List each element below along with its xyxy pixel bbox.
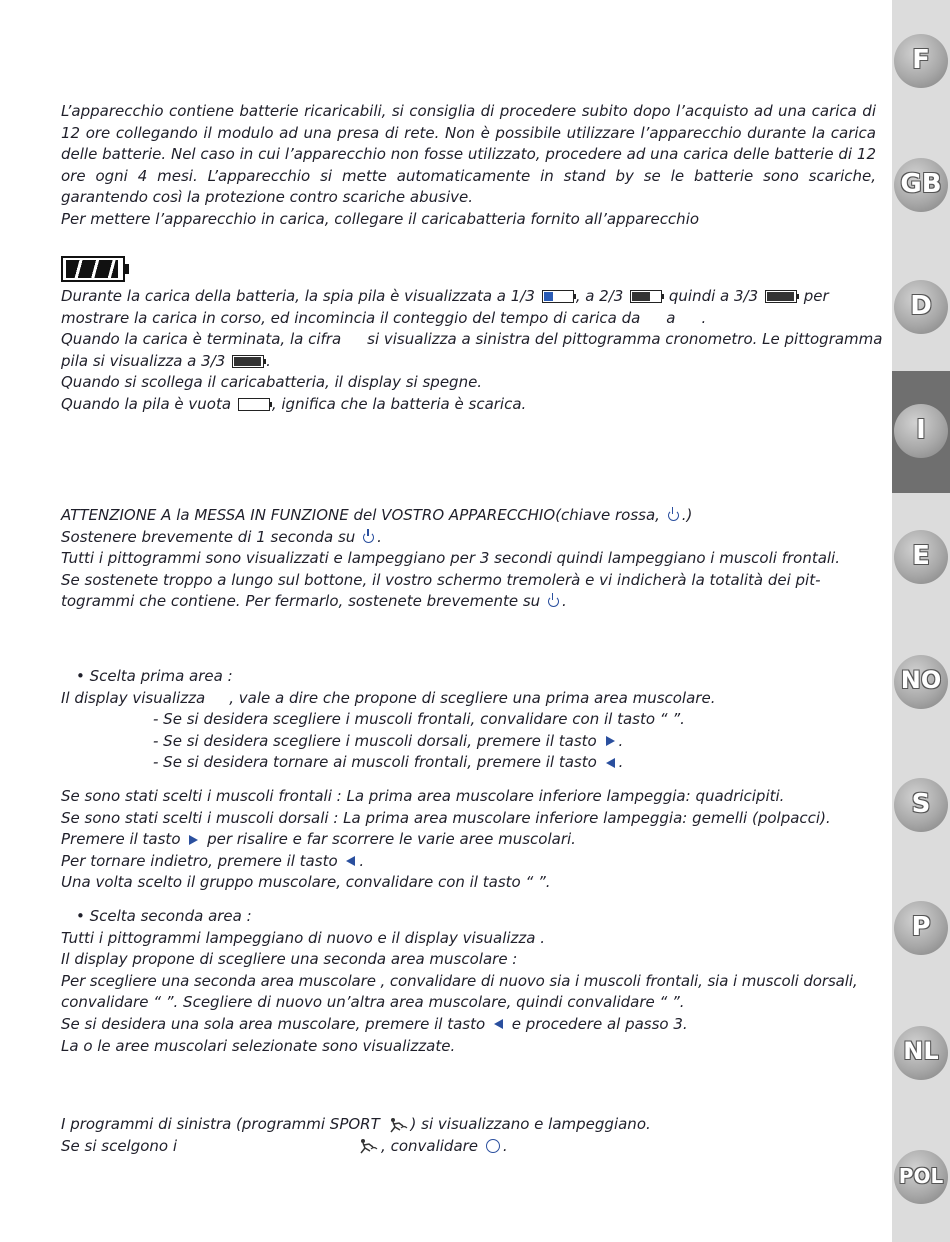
area1-para-5: Una volta scelto il gruppo muscolare, convalidare con il tasto “ ”. — [61, 873, 551, 892]
programs-line-2 — [61, 1136, 876, 1158]
charge-text: Quando la carica è terminata, la cifra — [61, 330, 342, 349]
charge-text: . — [701, 308, 707, 327]
battery-three-thirds-icon — [232, 355, 264, 368]
language-code: S — [911, 789, 931, 819]
area2-line-6: La o le aree muscolari selezionate sono visualizzate. — [61, 1036, 456, 1055]
programs-text: I programmi di sinistra (programmi SPORT — [61, 1115, 380, 1133]
charge-text: per — [803, 287, 829, 305]
charge-text: , ignifica che la batteria è scarica. — [271, 394, 527, 413]
language-tab-no[interactable] — [892, 652, 950, 712]
area1-text: Il display visualizza — [61, 688, 206, 707]
start-line-3: Tutti i pittogrammi sono visualizzati e lampeggiano per 3 secondi quindi lampeggiano i muscoli frontali. — [61, 549, 840, 568]
charge-text: , a 2/3 — [575, 287, 624, 305]
programs-section — [61, 1114, 876, 1157]
area1-bullet-2 — [61, 731, 876, 753]
language-code: E — [912, 541, 930, 571]
programs-text: , convalidare — [381, 1136, 479, 1155]
area2-line-3: Per scegliere una seconda area muscolare , convalidare di nuovo sia i muscoli frontali, sia i muscoli dorsali, — [61, 971, 858, 990]
power-icon — [668, 510, 679, 521]
charge-line-6 — [61, 394, 876, 416]
intro-charge-line: Per mettere l’apparecchio in carica, collegare il caricabatteria fornito all’apparecchio — [61, 209, 700, 228]
battery-two-thirds-icon — [630, 290, 662, 303]
battery-one-third-icon — [542, 290, 574, 303]
language-tab-pol[interactable] — [892, 1147, 950, 1207]
area2-line-5 — [61, 1014, 876, 1036]
language-tab-f[interactable] — [892, 31, 950, 91]
charge-line-1 — [61, 286, 876, 308]
charge-line-5: Quando si scollega il caricabatteria, il display si spegne. — [61, 373, 483, 392]
area1-line-1 — [61, 688, 876, 710]
language-code: F — [912, 45, 930, 75]
charge-section — [61, 286, 883, 416]
area1-text: - Se si desidera scegliere i muscoli dorsali, premere il tasto — [153, 731, 597, 750]
area1-para-3 — [61, 829, 876, 851]
start-line-5 — [61, 591, 876, 613]
programs-text: ) si visualizzano e lampeggiano. — [410, 1115, 651, 1133]
area2-line-2: Il display propone di scegliere una seconda area muscolare : — [61, 950, 518, 969]
programs-text: Se si scelgono i — [61, 1136, 178, 1155]
start-text: .) — [681, 506, 693, 524]
charge-text: . — [266, 351, 271, 370]
charge-text: Quando la pila è vuota — [61, 394, 232, 413]
area1-text: Premere il tasto — [61, 830, 181, 849]
area1-para-1: Se sono stati scelti i muscoli frontali : La prima area muscolare inferiore lampeggia: quadricipiti. — [61, 787, 785, 805]
area1-text: - Se si desidera tornare ai muscoli frontali, premere il tasto — [153, 753, 597, 772]
area1-text: Per tornare indietro, premere il tasto — [61, 851, 338, 870]
area1-details — [61, 786, 876, 894]
language-tab-i-active[interactable] — [892, 371, 950, 493]
start-text: . — [561, 592, 567, 611]
area2-heading: • Scelta seconda area : — [76, 907, 252, 925]
area1-section — [61, 666, 876, 774]
start-line-1 — [61, 505, 876, 527]
battery-three-thirds-icon — [765, 290, 797, 303]
left-arrow-icon — [494, 1019, 503, 1029]
charge-text: Durante la carica della batteria, la spia pila è visualizzata a 1/3 — [61, 287, 535, 305]
language-sidebar — [892, 0, 950, 1242]
language-code: D — [910, 291, 932, 321]
charge-text: pila si visualizza a 3/3 — [61, 351, 226, 370]
start-line-4: Se sostenete troppo a lungo sul bottone, il vostro schermo tremolerà e vi indicherà la totalità dei pit- — [61, 570, 821, 589]
sport-runner-icon — [357, 1138, 379, 1154]
area2-text: e procedere al passo 3. — [511, 1014, 688, 1033]
power-icon — [548, 596, 559, 607]
language-tab-p[interactable] — [892, 898, 950, 958]
charge-text: a — [666, 308, 676, 327]
right-arrow-icon — [606, 736, 615, 746]
charge-line-2 — [61, 308, 876, 330]
area1-bullet-1: - Se si desidera scegliere i muscoli frontali, convalidare con il tasto “ ”. — [153, 710, 685, 729]
language-code: POL — [898, 1164, 944, 1188]
area2-line-4: convalidare “ ”. Scegliere di nuovo un’altra area muscolare, quindi convalidare “ ”. — [61, 993, 685, 1012]
ok-circle-icon — [486, 1139, 500, 1153]
area2-section — [61, 906, 876, 1057]
charge-line-4 — [61, 351, 876, 373]
charge-text: quindi a 3/3 — [668, 287, 759, 305]
language-code: I — [916, 415, 926, 445]
power-icon — [363, 532, 374, 543]
language-tab-s[interactable] — [892, 775, 950, 835]
charge-text: si visualizza a sinistra del pittogramma cronometro. Le pittogramma — [367, 330, 883, 349]
language-code: NO — [900, 666, 942, 694]
start-text: togrammi che contiene. Per fermarlo, sostenete brevemente su — [61, 592, 541, 611]
start-text: . — [377, 527, 382, 546]
area1-text: , vale a dire che propone di scegliere una prima area muscolare. — [229, 688, 716, 707]
area1-text: . — [359, 851, 365, 870]
start-line-2 — [61, 527, 876, 549]
left-arrow-icon — [606, 758, 615, 768]
left-arrow-icon — [346, 856, 355, 866]
area2-line-1: Tutti i pittogrammi lampeggiano di nuovo e il display visualizza . — [61, 928, 546, 947]
language-tab-gb[interactable] — [892, 155, 950, 215]
start-text: Sostenere brevemente di 1 seconda su — [61, 527, 356, 546]
sport-runner-icon — [387, 1117, 409, 1133]
area1-text: . — [618, 731, 624, 750]
area1-text: per risalire e far scorrere le varie aree muscolari. — [207, 830, 576, 849]
area2-text: Se si desidera una sola area muscolare, premere il tasto — [61, 1014, 486, 1033]
programs-line-1 — [61, 1114, 876, 1136]
start-text: ATTENZIONE A la MESSA IN FUNZIONE del VOSTRO APPARECCHIO(chiave rossa, — [61, 506, 660, 524]
area1-text: . — [618, 753, 624, 772]
intro-section — [61, 101, 876, 231]
right-arrow-icon — [189, 835, 198, 845]
area1-para-2: Se sono stati scelti i muscoli dorsali : La prima area muscolare inferiore lampeggia: gemelli (polpacci). — [61, 808, 831, 827]
language-tab-nl[interactable] — [892, 1023, 950, 1083]
language-tab-e[interactable] — [892, 527, 950, 587]
area1-para-4 — [61, 851, 876, 873]
intro-paragraph: L’apparecchio contiene batterie ricaricabili, si consiglia di procedere subito dopo l’acquisto ad una carica di 12 ore collegando il modulo ad una presa di rete. Non è possibile utilizzare l’apparecchio durante la carica delle batterie. Nel caso in cui l’apparecchio non fosse utilizzato, procedere ad una carica delle batterie di 12 ore ogni 4 mesi. L’apparecchio si mette automaticamente in stand by se le batterie sono scariche, garantendo così la protezione contro scariche abusive. — [61, 102, 876, 207]
charge-line-3 — [61, 329, 883, 351]
area1-bullet-3 — [61, 752, 876, 774]
programs-text: . — [502, 1136, 508, 1155]
language-tab-d[interactable] — [892, 277, 950, 337]
battery-full-icon — [61, 256, 125, 282]
language-code: NL — [903, 1037, 939, 1065]
area1-heading: • Scelta prima area : — [76, 667, 233, 685]
start-section — [61, 505, 876, 613]
language-code: P — [911, 912, 931, 942]
language-code: GB — [900, 169, 942, 199]
battery-empty-icon — [238, 398, 270, 411]
charge-text: mostrare la carica in corso, ed incomincia il conteggio del tempo di carica da — [61, 308, 641, 327]
